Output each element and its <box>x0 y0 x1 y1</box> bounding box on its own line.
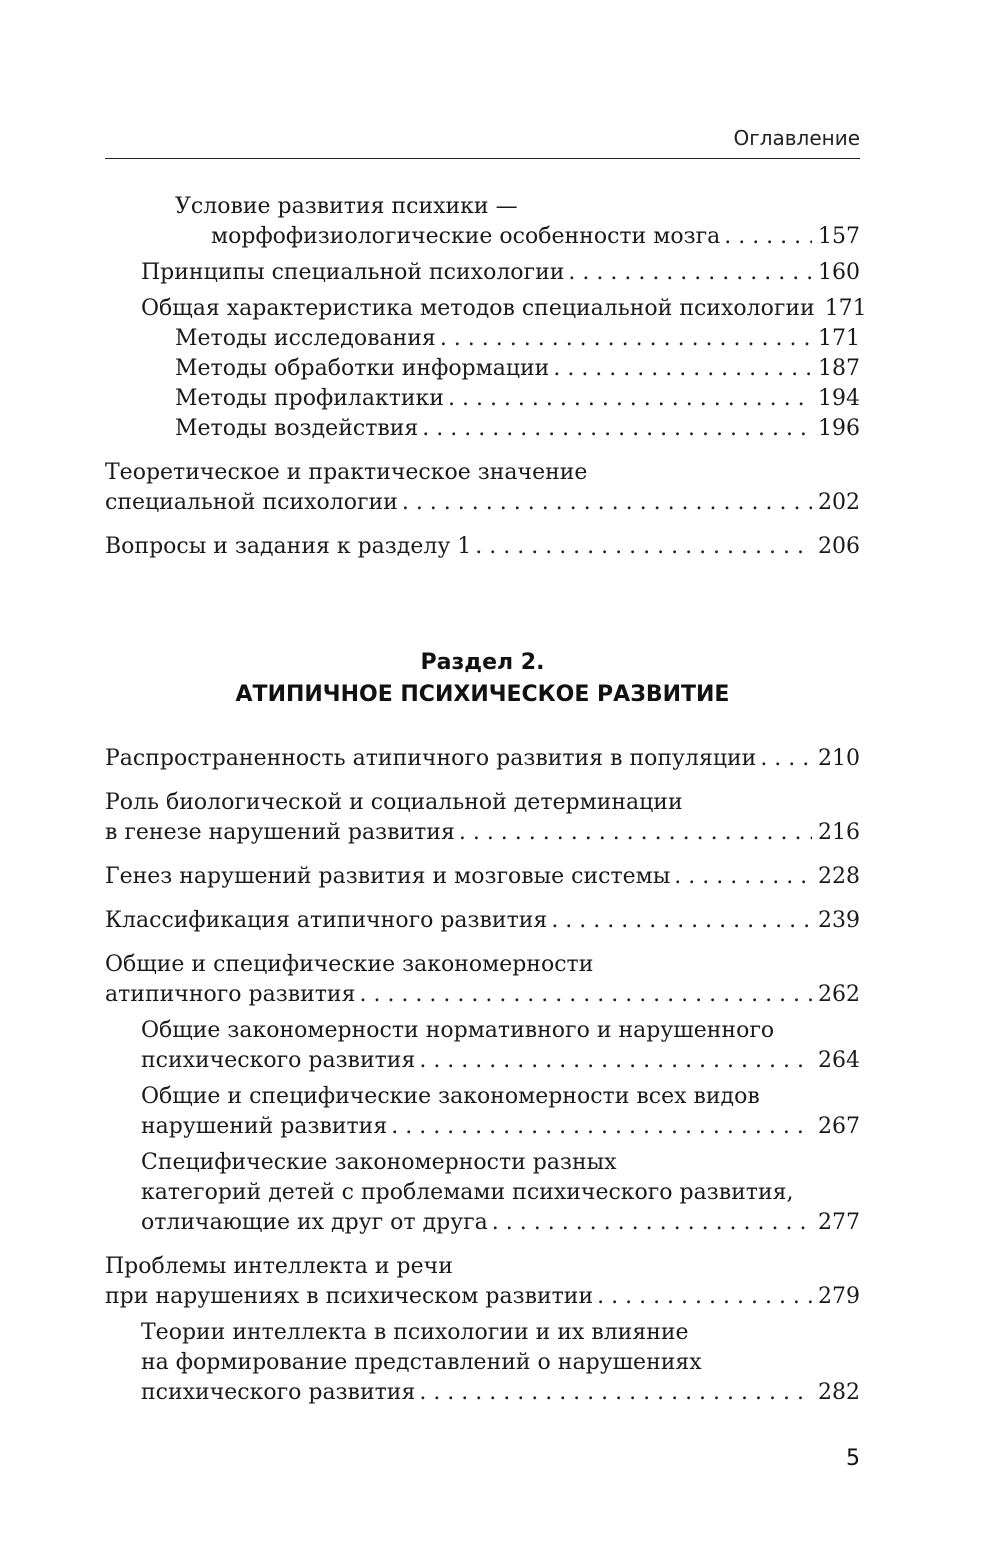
toc-entry-page: 228 <box>818 864 860 889</box>
toc-entry-leader-line <box>105 532 860 562</box>
toc-entry-leader-line <box>105 862 860 892</box>
toc-entry-title: Методы обработки информации <box>175 356 550 381</box>
toc-entry-page: 157 <box>818 224 860 249</box>
toc-entry <box>105 950 860 1010</box>
toc-entry-title-line: категорий детей с проблемами психического развития, <box>141 1180 794 1205</box>
toc-entry-page: 171 <box>818 326 860 351</box>
toc-entry <box>105 1082 860 1142</box>
toc-entry-page: 202 <box>818 490 860 515</box>
dot-leader <box>597 1282 812 1312</box>
toc-entry-leader-line <box>105 488 860 518</box>
toc-entry <box>105 414 860 444</box>
toc-entry-title: Принципы специальной психологии <box>141 260 565 285</box>
toc-entry-leader-line <box>175 354 860 384</box>
toc-entry-page: 277 <box>818 1210 860 1235</box>
toc-entry <box>105 788 860 848</box>
toc-entry-title-line: Общие и специфические закономерности <box>105 952 594 977</box>
toc-entry-title-line: на формирование представлений о нарушениях <box>141 1350 702 1375</box>
toc-entry-leader-line <box>105 1282 860 1312</box>
toc-entry <box>105 192 860 252</box>
dot-leader <box>760 744 812 774</box>
toc-entry-leader-line <box>175 384 860 414</box>
toc-entry-title: Методы исследования <box>175 326 436 351</box>
toc-entry-page: 264 <box>818 1048 860 1073</box>
toc-entry-title-line: Теории интеллекта в психологии и их влияние <box>141 1320 689 1345</box>
toc-entry <box>105 532 860 562</box>
section-number: Раздел 2. <box>420 650 545 675</box>
dot-leader <box>492 1208 812 1238</box>
toc-entry-leader-line <box>141 258 860 288</box>
toc-entry <box>105 1016 860 1076</box>
dot-leader <box>440 324 812 354</box>
toc-entry <box>105 1148 860 1238</box>
dot-leader <box>551 906 812 936</box>
toc-entry-title: Вопросы и задания к разделу 1 <box>105 534 472 559</box>
toc-entry-leader-line <box>105 906 860 936</box>
toc-entry-leader-line <box>141 1378 860 1408</box>
toc-entry-title-line: Роль биологической и социальной детерминации <box>105 790 683 815</box>
toc-entry-leader-line <box>141 294 867 324</box>
toc-entry-page: 267 <box>818 1114 860 1139</box>
toc-entry <box>105 744 860 774</box>
toc-entry-leader-line <box>141 1046 860 1076</box>
toc-entry-title: Распространенность атипичного развития в популяции <box>105 746 757 771</box>
toc-entry-page: 210 <box>818 746 860 771</box>
toc-entry-title: психического развития <box>141 1380 416 1405</box>
toc-list-top <box>105 192 867 562</box>
section-title: АТИПИЧНОЕ ПСИХИЧЕСКОЕ РАЗВИТИЕ <box>235 682 730 707</box>
page-number: 5 <box>846 1446 860 1471</box>
toc-entry-title: Генез нарушений развития и мозговые системы <box>105 864 671 889</box>
toc-entry-title: психического развития <box>141 1048 416 1073</box>
toc-entry <box>105 862 860 892</box>
toc-entry-title: при нарушениях в психическом развитии <box>105 1284 594 1309</box>
toc-entry-title-line: Специфические закономерности разных <box>141 1150 617 1175</box>
dot-leader <box>674 862 812 892</box>
toc-entry-title-line: Проблемы интеллекта и речи <box>105 1254 453 1279</box>
dot-leader <box>391 1112 812 1142</box>
header-title: Оглавление <box>733 126 860 150</box>
dot-leader <box>402 488 812 518</box>
toc-entry-page: 187 <box>818 356 860 381</box>
dot-leader <box>419 1378 812 1408</box>
toc-entry <box>105 458 860 518</box>
toc-entry-page: 194 <box>818 386 860 411</box>
toc-entry-page: 262 <box>818 982 860 1007</box>
toc-entry-leader-line <box>175 324 860 354</box>
toc-entry-title: специальной психологии <box>105 490 398 515</box>
toc-entry-page: 279 <box>818 1284 860 1309</box>
toc-entry-page: 239 <box>818 908 860 933</box>
section-heading <box>105 647 860 711</box>
toc-entry <box>105 354 860 384</box>
dot-leader <box>724 222 812 252</box>
toc-entry-title-line: Общие закономерности нормативного и нарушенного <box>141 1018 775 1043</box>
toc-entry-page: 196 <box>818 416 860 441</box>
toc-entry-title-line: Теоретическое и практическое значение <box>105 460 588 485</box>
toc-entry-leader-line <box>141 1112 860 1142</box>
toc-entry-leader-line <box>105 818 860 848</box>
toc-entry <box>105 1318 860 1408</box>
toc-entry-page: 216 <box>818 820 860 845</box>
toc-entry-leader-line <box>175 222 860 252</box>
dot-leader <box>419 1046 812 1076</box>
toc-entry-title: отличающие их друг от друга <box>141 1210 488 1235</box>
toc-entry-title-line: Условие развития психики — <box>175 194 518 219</box>
toc-entry-leader-line <box>105 744 860 774</box>
toc-entry-title: Классификация атипичного развития <box>105 908 548 933</box>
toc-entry-title: Методы воздействия <box>175 416 419 441</box>
toc-entry-title: морфофизиологические особенности мозга <box>211 224 721 249</box>
dot-leader <box>448 384 812 414</box>
dot-leader <box>568 258 812 288</box>
toc-entry-leader-line <box>175 414 860 444</box>
toc-entry <box>105 1252 860 1312</box>
toc-entry-page: 206 <box>818 534 860 559</box>
toc-entry-page: 282 <box>818 1380 860 1405</box>
toc-entry <box>105 906 860 936</box>
toc-entry <box>105 384 860 414</box>
dot-leader <box>553 354 812 384</box>
toc-entry <box>105 294 867 324</box>
toc-entry-title: в генезе нарушений развития <box>105 820 455 845</box>
toc-entry-leader-line <box>141 1208 860 1238</box>
toc-list-bottom <box>105 744 860 1408</box>
toc-entry-page: 160 <box>818 260 860 285</box>
toc-entry-page: 171 <box>824 296 867 321</box>
toc-entry <box>105 258 860 288</box>
toc-entry <box>105 324 860 354</box>
dot-leader <box>475 532 812 562</box>
toc-entry-title: атипичного развития <box>105 982 356 1007</box>
dot-leader <box>459 818 812 848</box>
toc-entry-title: Общая характеристика методов специальной психологии <box>141 296 815 321</box>
toc-entry-title: Методы профилактики <box>175 386 444 411</box>
dot-leader <box>422 414 812 444</box>
running-header <box>105 122 860 159</box>
toc-entry-title: нарушений развития <box>141 1114 388 1139</box>
toc-entry-title-line: Общие и специфические закономерности всех видов <box>141 1084 760 1109</box>
dot-leader <box>359 980 812 1010</box>
toc-entry-leader-line <box>105 980 860 1010</box>
